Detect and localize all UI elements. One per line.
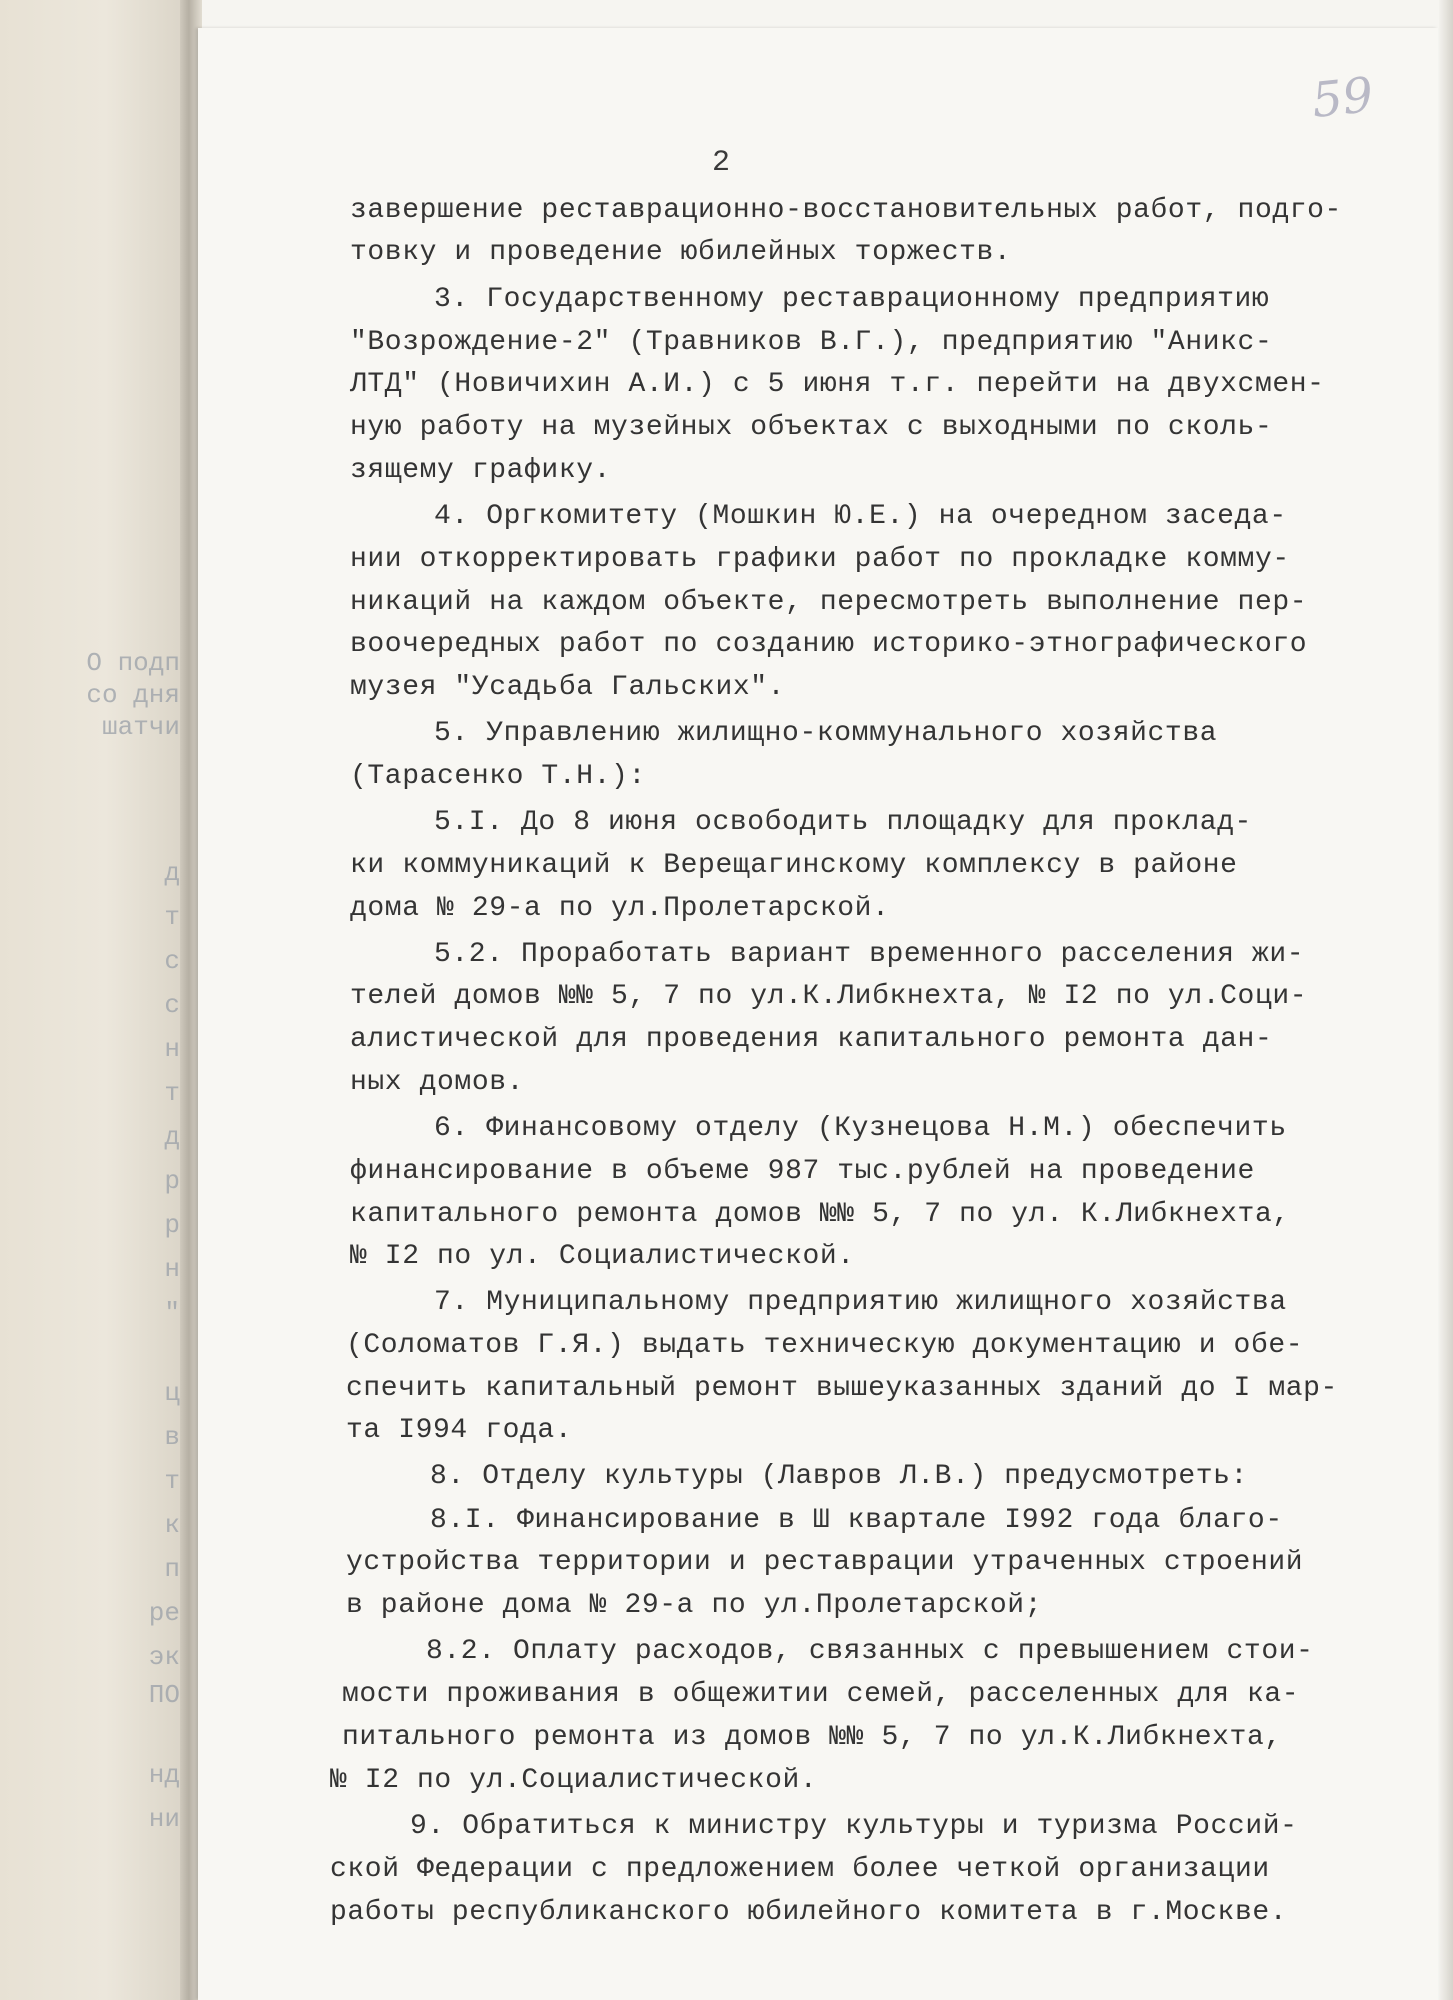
text-line: 4. Оргкомитету (Мошкин Ю.Е.) на очередном заседа- xyxy=(434,501,1287,532)
text-line: в районе дома № 29-а по ул.Пролетарской; xyxy=(346,1590,1043,1621)
text-line: (Тарасенко Т.Н.): xyxy=(350,761,646,792)
page-number: 2 xyxy=(712,146,731,180)
text-line: воочередных работ по созданию историко-этнографического xyxy=(350,629,1308,660)
text-line: 7. Муниципальному предприятию жилищного хозяйства xyxy=(434,1287,1287,1318)
text-line: ных домов. xyxy=(350,1067,525,1098)
left-page-fragment: д xyxy=(164,1122,180,1152)
text-line: ную работу на музейных объектах с выходными по сколь- xyxy=(350,412,1273,443)
text-line: ки коммуникаций к Верещагинскому комплексу в районе xyxy=(350,850,1238,881)
text-line: завершение реставрационно-восстановительных работ, подго- xyxy=(350,195,1342,226)
left-page-fragment: с xyxy=(164,990,180,1020)
left-page-fragment: О подп xyxy=(86,648,180,678)
left-page-fragment: к xyxy=(164,1510,180,1540)
text-line: товку и проведение юбилейных торжеств. xyxy=(350,237,1012,268)
text-line: питального ремонта из домов №№ 5, 7 по ул.К.Либкнехта, xyxy=(342,1722,1282,1753)
text-line: 3. Государственному реставрационному предприятию xyxy=(434,284,1270,315)
left-page-fragment: со дня xyxy=(86,680,180,710)
left-page-fragment: шатчи xyxy=(101,712,180,742)
text-line: никаций на каждом объекте, пересмотреть выполнение пер- xyxy=(350,587,1308,618)
left-page-fragment: с xyxy=(164,946,180,976)
text-line: устройства территории и реставрации утраченных строений xyxy=(346,1547,1304,1578)
text-line: № I2 по ул.Социалистической. xyxy=(330,1765,818,1796)
left-page-fragment: ПО xyxy=(148,1680,180,1710)
text-line: 5.I. До 8 июня освободить площадку для проклад- xyxy=(434,807,1252,838)
text-line: алистической для проведения капитального ремонта дан- xyxy=(350,1024,1273,1055)
text-line: нии откорректировать графики работ по прокладке комму- xyxy=(350,544,1290,575)
text-line: капитального ремонта домов №№ 5, 7 по ул. К.Либкнехта, xyxy=(350,1199,1290,1230)
text-line: музея "Усадьба Гальских". xyxy=(350,672,786,703)
left-page-fragment: ре xyxy=(148,1598,180,1628)
text-line: № I2 по ул. Социалистической. xyxy=(350,1241,855,1272)
left-page-fragment: ц xyxy=(164,1378,180,1408)
text-line: 8. Отделу культуры (Лавров Л.В.) предусмотреть: xyxy=(430,1461,1248,1492)
text-line: мости проживания в общежитии семей, расселенных для ка- xyxy=(342,1679,1300,1710)
left-page-fragment: эк xyxy=(148,1642,180,1672)
text-line: 5. Управлению жилищно-коммунального хозяйства xyxy=(434,718,1218,749)
left-page-fragment: р xyxy=(164,1210,180,1240)
left-page-fragment: р xyxy=(164,1166,180,1196)
text-line: работы республиканского юбилейного комитета в г.Москве. xyxy=(330,1897,1288,1928)
text-line: 8.I. Финансирование в Ш квартале I992 года благо- xyxy=(430,1505,1283,1536)
text-line: спечить капитальный ремонт вышеуказанных зданий до I мар- xyxy=(346,1373,1338,1404)
text-line: (Соломатов Г.Я.) выдать техническую документацию и обе- xyxy=(346,1330,1304,1361)
text-line: та I994 года. xyxy=(346,1415,573,1446)
text-line: финансирование в объеме 987 тыс.рублей на проведение xyxy=(350,1156,1255,1187)
text-line: 8.2. Оплату расходов, связанных с превышением стои- xyxy=(426,1636,1314,1667)
left-page-fragment: п xyxy=(164,1554,180,1584)
page-edge xyxy=(1439,0,1453,2000)
text-line: "Возрождение-2" (Травников В.Г.), предприятию "Аникс- xyxy=(350,327,1273,358)
left-page-fragment: в xyxy=(164,1422,180,1452)
left-page-fragment: ни xyxy=(148,1804,180,1834)
text-line: 5.2. Проработать вариант временного расселения жи- xyxy=(434,939,1305,970)
text-line: ской Федерации с предложением более четкой организации xyxy=(330,1854,1270,1885)
left-page-fragment: т xyxy=(164,1078,180,1108)
text-line: ЛТД" (Новичихин А.И.) с 5 июня т.г. перейти на двухсмен- xyxy=(350,369,1325,400)
text-line: 6. Финансовому отделу (Кузнецова Н.М.) обеспечить xyxy=(434,1113,1287,1144)
left-page-fragment: " xyxy=(164,1298,180,1328)
left-page-fragment: т xyxy=(164,1466,180,1496)
text-line: 9. Обратиться к министру культуры и туризма Россий- xyxy=(410,1811,1298,1842)
archive-sheet-number: 59 xyxy=(1309,66,1376,130)
text-line: телей домов №№ 5, 7 по ул.К.Либкнехта, № I2 по ул.Соци- xyxy=(350,981,1308,1012)
left-page-fragment: н xyxy=(164,1254,180,1284)
text-line: зящему графику. xyxy=(350,455,612,486)
left-page-fragment: д xyxy=(164,858,180,888)
left-facing-page xyxy=(0,0,192,2000)
left-page-fragment: н xyxy=(164,1034,180,1064)
left-page-fragment: нд xyxy=(148,1760,180,1790)
text-line: дома № 29-а по ул.Пролетарской. xyxy=(350,893,890,924)
left-page-fragment: т xyxy=(164,902,180,932)
